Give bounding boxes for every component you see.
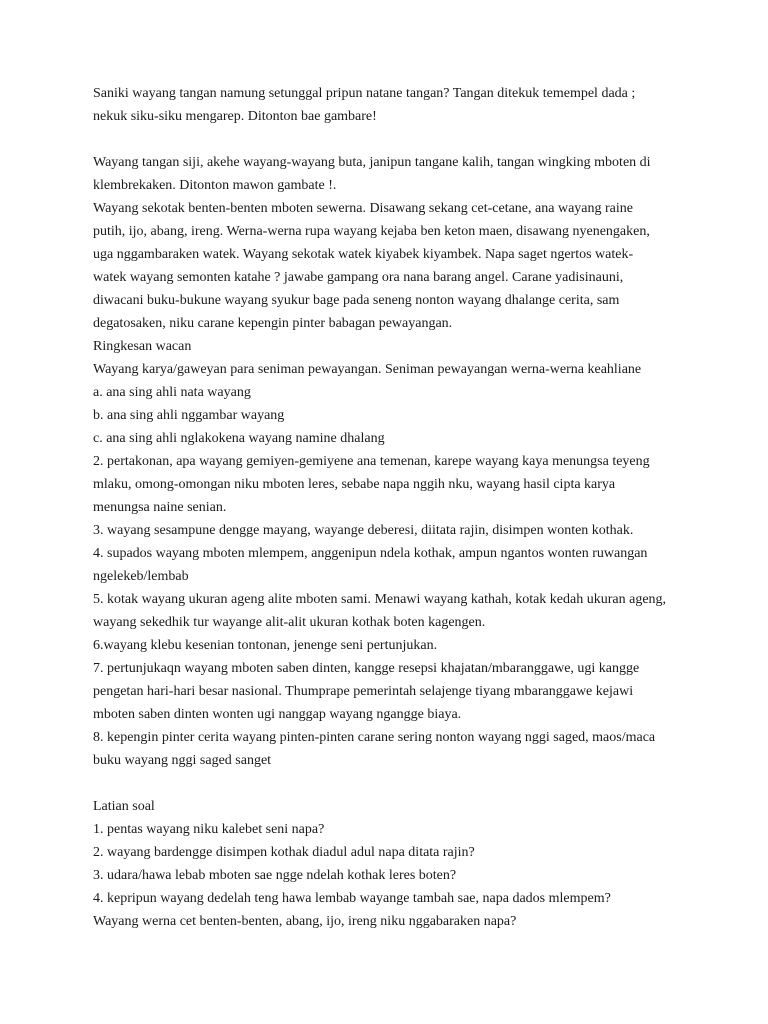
blank-line (93, 772, 693, 795)
text-line: diwacani buku-bukune wayang syukur bage pada seneng nonton wayang dhalange cerita, sam (93, 293, 620, 308)
text-line: Latian soal (93, 799, 155, 814)
text-line: Wayang sekotak benten-benten mboten sewerna. Disawang sekang cet-cetane, ana wayang raine (93, 201, 633, 216)
text-line: mlaku, omong-omongan niku mboten leres, sebabe napa nggih nku, wayang hasil cipta karya (93, 477, 616, 492)
text-line: b. ana sing ahli nggambar wayang (93, 408, 285, 423)
text-line: pengetan hari-hari besar nasional. Thumprape pemerintah selajenge tiyang mbaranggawe kejawi (93, 684, 634, 699)
text-line: wayang sekedhik tur wayange alit-alit ukuran kothak boten kagengen. (93, 615, 486, 630)
text-line: a. ana sing ahli nata wayang (93, 385, 251, 400)
text-line: menungsa naine senian. (93, 500, 227, 515)
text-line: watek wayang semonten katahe ? jawabe gampang ora nana barang angel. Carane yadisinauni, (93, 270, 624, 285)
text-line: degatosaken, niku carane kepengin pinter babagan pewayangan. (93, 316, 453, 331)
text-line: 6.wayang klebu kesenian tontonan, jenenge seni pertunjukan. (93, 638, 438, 653)
text-line: ngelekeb/lembab (93, 569, 189, 584)
text-line: Wayang tangan siji, akehe wayang-wayang buta, janipun tangane kalih, tangan wingking mboten di (93, 155, 651, 170)
text-line: 2. wayang bardengge disimpen kothak diadul adul napa ditata rajin? (93, 845, 475, 860)
text-line: 2. pertakonan, apa wayang gemiyen-gemiyene ana temenan, karepe wayang kaya menungsa teyeng (93, 454, 650, 469)
text-line: Wayang werna cet benten-benten, abang, ijo, ireng niku nggabaraken napa? (93, 914, 517, 929)
document-body (93, 82, 693, 933)
text-line: 3. wayang sesampune dengge mayang, wayange deberesi, diitata rajin, disimpen wonten kothak. (93, 523, 634, 538)
text-line: 5. kotak wayang ukuran ageng alite mboten sami. Menawi wayang kathah, kotak kedah ukuran ageng, (93, 592, 667, 607)
text-line: 4. kepripun wayang dedelah teng hawa lembab wayange tambah sae, napa dados mlempem? (93, 891, 611, 906)
blank-line (93, 128, 693, 151)
text-line: 1. pentas wayang niku kalebet seni napa? (93, 822, 325, 837)
text-line: 4. supados wayang mboten mlempem, anggenipun ndela kothak, ampun ngantos wonten ruwangan (93, 546, 648, 561)
text-line: Ringkesan wacan (93, 339, 192, 354)
text-line: 3. udara/hawa lebab mboten sae ngge ndelah kothak leres boten? (93, 868, 457, 883)
text-line: 8. kepengin pinter cerita wayang pinten-pinten carane sering nonton wayang nggi saged, maos/maca (93, 730, 656, 745)
text-line: Saniki wayang tangan namung setunggal pripun natane tangan? Tangan ditekuk temempel dada ; (93, 86, 636, 101)
text-line: c. ana sing ahli nglakokena wayang namine dhalang (93, 431, 385, 446)
text-line: nekuk siku-siku mengarep. Ditonton bae gambare! (93, 109, 377, 124)
text-line: 7. pertunjukaqn wayang mboten saben dinten, kangge resepsi khajatan/mbaranggawe, ugi kangge (93, 661, 640, 676)
text-line: mboten saben dinten wonten ugi nanggap wayang ngangge biaya. (93, 707, 462, 722)
text-line: klembrekaken. Ditonton mawon gambate !. (93, 178, 337, 193)
text-line: putih, ijo, abang, ireng. Werna-werna rupa wayang kejaba ben keton maen, disawang nyenengaken, (93, 224, 650, 239)
text-line: buku wayang nggi saged sanget (93, 753, 272, 768)
text-line: Wayang karya/gaweyan para seniman pewayangan. Seniman pewayangan werna-werna keahliane (93, 362, 642, 377)
text-line: uga nggambaraken watek. Wayang sekotak watek kiyabek kiyambek. Napa saget ngertos watek- (93, 247, 634, 262)
